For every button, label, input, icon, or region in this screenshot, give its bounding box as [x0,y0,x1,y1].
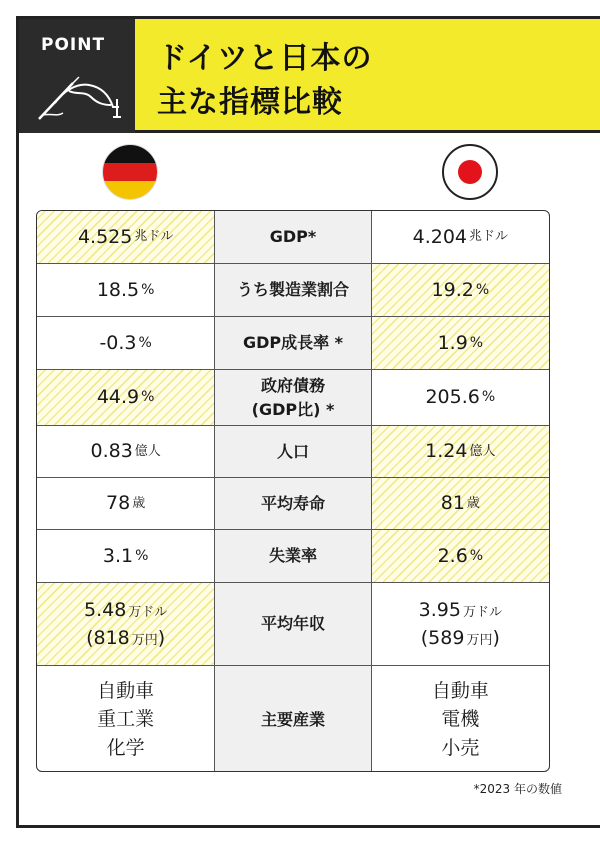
value-unit: % [141,389,155,405]
industry-item: 電機 [441,708,480,731]
table-row-debt [37,370,549,426]
industry-item: 自動車 [97,679,155,702]
header [19,19,600,133]
industry-list [97,677,154,763]
japan-value [372,211,549,263]
label-line: (GDP比) * [251,399,335,419]
value-subline: (589 万円) [420,627,500,649]
value-line [419,596,502,625]
value-unit: 億人 [134,443,161,459]
value-unit: 万ドル [128,604,168,620]
value-stack [84,596,167,653]
value-number: 5.48 [83,598,127,621]
value-unit: % [141,281,155,298]
industry-item: 重工業 [97,708,155,731]
indicator-label: 平均年収 [214,583,371,665]
japan-value [372,264,549,316]
value-number: 81 [440,492,465,515]
table-row-income [37,583,549,666]
germany-value [37,666,214,772]
japan-flag-icon [442,144,498,200]
table-row-gdp [37,211,549,264]
value-unit: 億人 [469,443,496,459]
germany-value [37,426,214,477]
value-number: 3.1 [102,544,134,567]
value-number: 19.2 [431,278,474,301]
germany-value [37,530,214,582]
indicator-label: 平均寿命 [214,478,371,529]
value-number: 0.83 [90,440,133,463]
value-unit: % [469,334,484,351]
germany-value [37,317,214,369]
japan-value [372,530,549,582]
value-number: 2.6 [437,544,468,567]
japan-value [372,317,549,369]
japan-value [372,666,549,772]
japan-sun-disc [458,160,482,184]
value-number: 3.95 [418,598,461,621]
table-row-unemployment [37,530,549,583]
value-number: 18.5 [96,278,140,301]
germany-flag-icon [102,144,158,200]
industry-item: 自動車 [431,679,489,702]
germany-value [37,583,214,665]
japan-value [372,583,549,665]
label-line: 政府債務 [260,375,325,395]
value-number: 78 [106,492,131,515]
value-number: 4.204 [412,225,468,248]
value-number: -0.3 [99,331,137,354]
footnote: *2023 年の数値 [473,782,562,796]
germany-value [37,370,214,425]
indicator-label: 主要産業 [214,666,371,772]
comparison-table [36,210,550,772]
indicator-label: 人口 [214,426,371,477]
japan-value [372,426,549,477]
indicator-label: GDP* [214,211,371,263]
point-label: POINT [41,35,106,55]
japan-value [372,370,549,425]
value-number: 4.525 [77,225,133,248]
value-number: 1.9 [437,331,468,354]
indicator-label: 失業率 [214,530,371,582]
indicator-label-stack [252,374,335,422]
germany-value [37,478,214,529]
title-line-1: ドイツと日本の [157,41,373,76]
value-number: 44.9 [96,386,140,409]
value-line [84,596,167,625]
value-unit: % [135,547,149,564]
value-unit: 兆ドル [134,229,174,245]
value-stack [419,596,502,653]
table-row-manufacturing [37,264,549,317]
value-unit: % [475,281,490,298]
value-unit: 万ドル [462,604,502,620]
value-unit: % [138,334,152,351]
indicator-label [214,370,371,425]
title-line-2: 主な指標比較 [157,85,343,120]
writing-hand-icon [33,61,123,123]
table-row-life-expectancy [37,478,549,530]
point-badge [19,19,135,133]
industry-item: 化学 [106,736,145,759]
title-banner [135,19,600,133]
value-unit: 歳 [466,495,480,511]
value-number: 1.24 [425,440,468,463]
value-unit: % [469,547,484,564]
japan-value [372,478,549,529]
indicator-label: うち製造業割合 [214,264,371,316]
table-row-growth [37,317,549,370]
value-unit: 歳 [132,495,146,511]
germany-value [37,264,214,316]
value-unit: % [481,389,496,405]
table-row-population [37,426,549,478]
value-unit: 兆ドル [469,229,509,245]
germany-value [37,211,214,263]
industry-list [432,677,489,763]
industry-item: 小売 [441,736,480,759]
table-row-industries [37,666,549,772]
indicator-label: GDP成長率 * [214,317,371,369]
value-number: 205.6 [425,386,480,409]
value-subline: (818 万円) [86,627,166,649]
